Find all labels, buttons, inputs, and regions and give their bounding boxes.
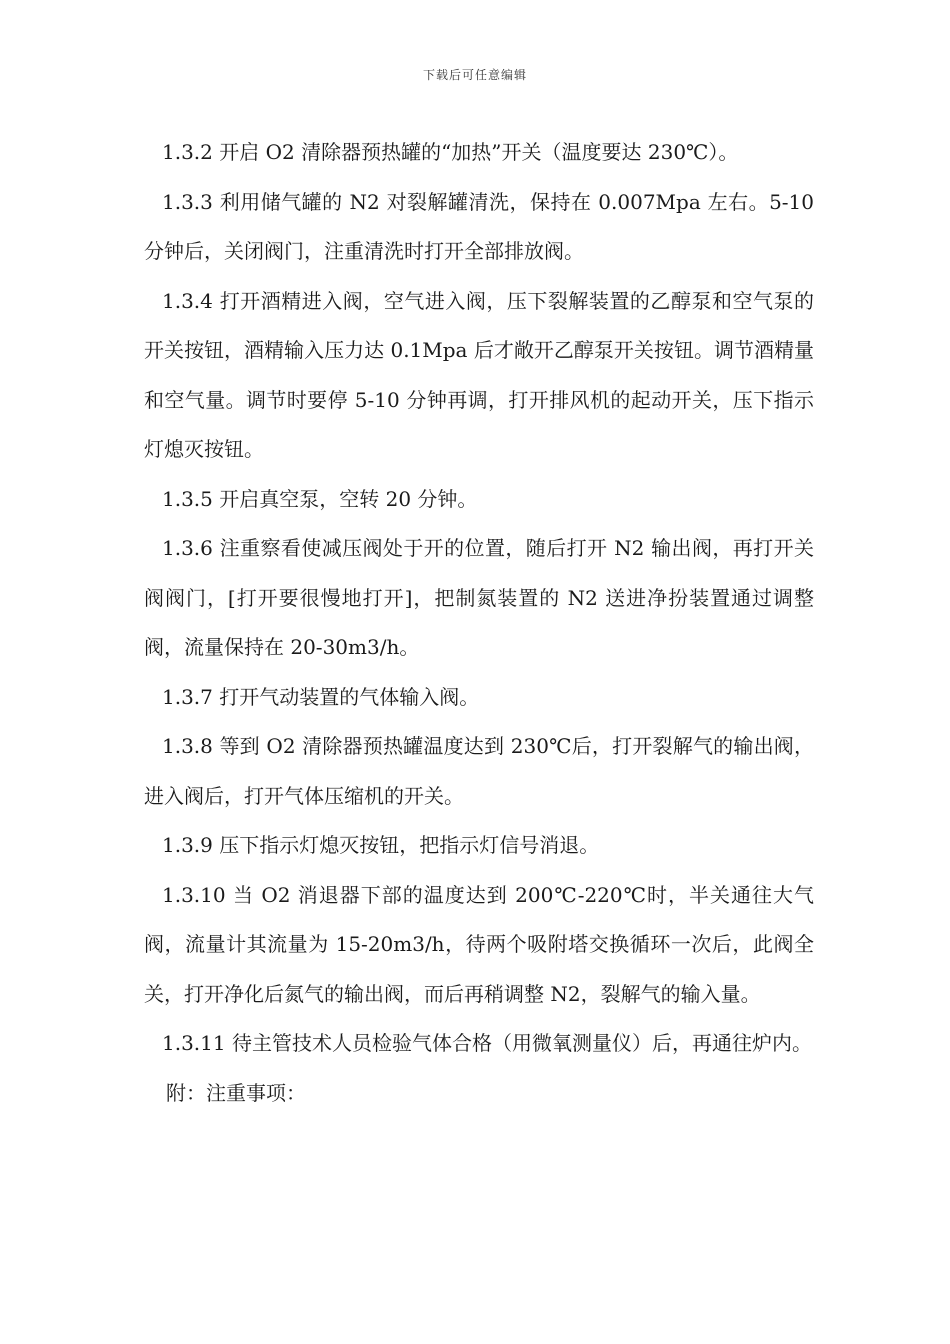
paragraph-1-3-11: 1.3.11 待主管技术人员检验气体合格（用微氧测量仪）后，再通往炉内。 xyxy=(162,1031,812,1055)
page-header: 下载后可任意编辑 xyxy=(422,68,527,82)
paragraph-1-3-7: 1.3.7 打开气动装置的气体输入阀。 xyxy=(162,684,480,709)
document-body xyxy=(144,128,814,1118)
paragraph-1-3-4: 1.3.4 打开酒精进入阀，空气进入阀，压下裂解装置的乙醇泵和空气泵的开关按钮，酒精输入压力达 0.1Mpa 后才敞开乙醇泵开关按钮。调节酒精量和空气量。调节时要停 5-10 分钟再调，打开排风机的起动开关，压下指示灯熄灭按钮。 xyxy=(144,288,814,461)
paragraph-1-3-8: 1.3.8 等到 O2 清除器预热罐温度达到 230℃后，打开裂解气的输出阀，进入阀后，打开气体压缩机的开关。 xyxy=(144,734,814,808)
paragraph-1-3-2: 1.3.2 开启 O2 清除器预热罐的“加热”开关（温度要达 230℃）。 xyxy=(162,140,739,164)
paragraph-1-3-5: 1.3.5 开启真空泵，空转 20 分钟。 xyxy=(162,486,478,511)
notes-heading: 附：注重事项： xyxy=(166,1080,306,1105)
paragraph-1-3-9: 1.3.9 压下指示灯熄灭按钮，把指示灯信号消退。 xyxy=(162,833,600,857)
paragraph-1-3-6: 1.3.6 注重察看使减压阀处于开的位置，随后打开 N2 输出阀，再打开关阀阀门，[打开要很慢地打开]，把制氮装置的 N2 送进净扮装置通过调整阀，流量保持在 20-30m3/h。 xyxy=(144,536,814,659)
paragraph-1-3-3: 1.3.3 利用储气罐的 N2 对裂解罐清洗，保持在 0.007Mpa 左右。5-10 分钟后，关闭阀门，注重清洗时打开全部排放阀。 xyxy=(144,189,814,263)
paragraph-1-3-10: 1.3.10 当 O2 消退器下部的温度达到 200℃-220℃时，半关通往大气阀，流量计其流量为 15-20m3/h，待两个吸附塔交换循环一次后，此阀全关，打开净化后氮气的输出阀，而后再稍调整 N2，裂解气的输入量。 xyxy=(144,882,814,1006)
